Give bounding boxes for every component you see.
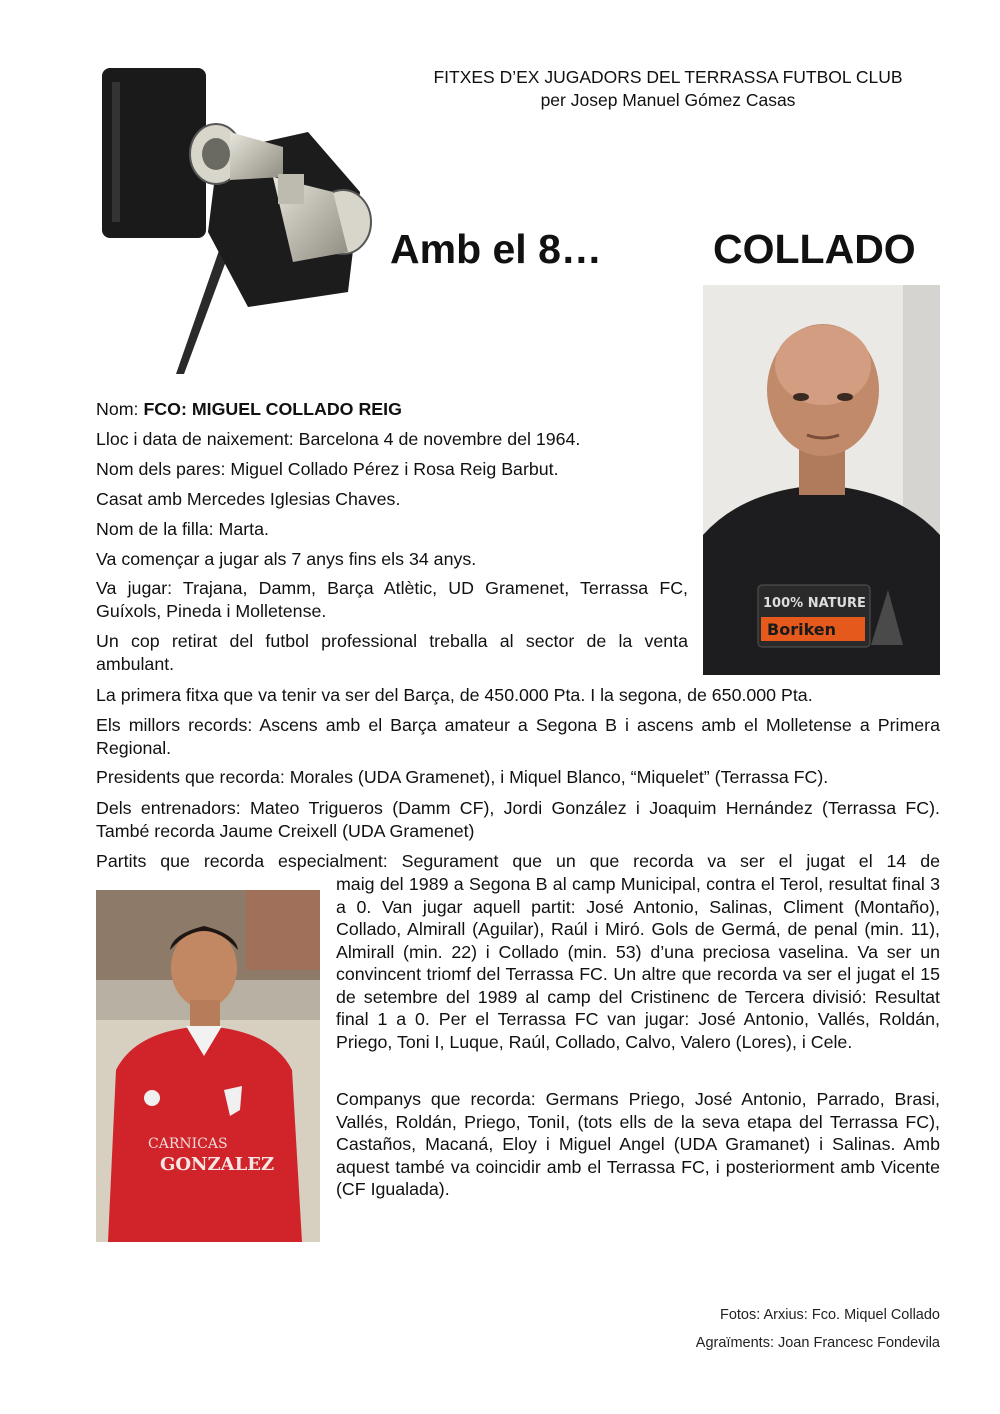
bio-parents: Nom dels pares: Miguel Collado Pérez i Rosa Reig Barbut. [96,459,559,479]
bio-clubs: Va jugar: Trajana, Damm, Barça Atlètic, UD Gramenet, Terrassa FC, Guíxols, Pineda i Molletense. [96,578,688,621]
bio-first-contract: La primera fitxa que va tenir va ser del Barça, de 450.000 Pta. I la segona, de 650.000 Pta. [96,685,813,705]
bio-married: Casat amb Mercedes Iglesias Chaves. [96,489,401,509]
shirt-logo-line1: 100% NATURE [763,596,866,611]
title-surname: COLLADO [713,226,916,272]
footer-thanks: Agraïments: Joan Francesc Fondevila [695,1335,940,1351]
loudspeaker-illustration [98,62,378,374]
name-label: Nom: [96,399,144,419]
shirt-logo-line2: Boriken [767,620,837,639]
bio-name [96,398,688,421]
portrait-photo [703,285,940,675]
team-photo [96,890,320,1242]
bio-teammates: Companys que recorda: Germans Priego, José Antonio, Parrado, Brasi, Vallés, Roldán, Priego, ToniI, (tots ells de la seva etapa del Terrassa FC), Castaños, Macaná, Eloy i Miguel Angel (UDA Gramanet) i Salinas. Amb aquest també va coincidir amb el Terrassa FC, i posteriorment amb Vicente (CF Igualada). [336,1089,940,1199]
title-number: Amb el 8… [390,226,602,272]
bio-coaches: Dels entrenadors: Mateo Trigueros (Damm CF), Jordi González i Joaquim Hernández (Terrassa FC). També recorda Jaume Creixell (UDA Gramenet) [96,798,940,841]
bio-best-memories: Els millors records: Ascens amb el Barça amateur a Segona B i ascens amb el Molletense a Primera Regional. [96,715,940,758]
bio-matches-detail: maig del 1989 a Segona B al camp Municipal, contra el Terol, resultat final 3 a 0. Van jugar aquell partit: José Antonio, Salinas, Climent (Montaño), Collado, Almirall (Aguilar), Raúl i Miró. Gols de Germá, de penal (min. 11), Almirall (min. 22) i Collado (min. 53) d’una preciosa vaselina. Va ser un convincent triomf del Terrassa FC. Un altre que recorda va ser el jugat el 15 de setembre del 1989 al camp del Cristinenc de Tercera divisió: Resultat final 1 a 0. Per el Terrassa FC van jugar: José Antonio, Vallés, Roldán, Priego, Toni I, Luque, Raúl, Collado, Calvo, Valero (Lores), i Cele. [336,874,940,1052]
name-value: FCO: MIGUEL COLLADO REIG [143,399,402,419]
series-title: FITXES D’EX JUGADORS DEL TERRASSA FUTBOL CLUB [433,67,903,87]
bio-birth: Lloc i data de naixement: Barcelona 4 de novembre del 1964. [96,429,581,449]
bio-career-span: Va començar a jugar als 7 anys fins els 34 anys. [96,549,477,569]
bio-matches-intro: Partits que recorda especialment: Segurament que un que recorda va ser el jugat el 14 de [96,851,940,871]
sponsor-line1: CARNICAS [148,1136,228,1152]
bio-retired: Un cop retirat del futbol professional treballa al sector de la venta ambulant. [96,631,688,674]
bio-presidents: Presidents que recorda: Morales (UDA Gramenet), i Miquel Blanco, “Miquelet” (Terrassa FC). [96,767,829,787]
author-line: per Josep Manuel Gómez Casas [540,90,796,110]
bio-daughter: Nom de la filla: Marta. [96,519,269,539]
document-header [360,66,976,112]
sponsor-line2: GONZALEZ [160,1154,275,1175]
footer-photos-credit: Fotos: Arxius: Fco. Miquel Collado [719,1307,940,1323]
